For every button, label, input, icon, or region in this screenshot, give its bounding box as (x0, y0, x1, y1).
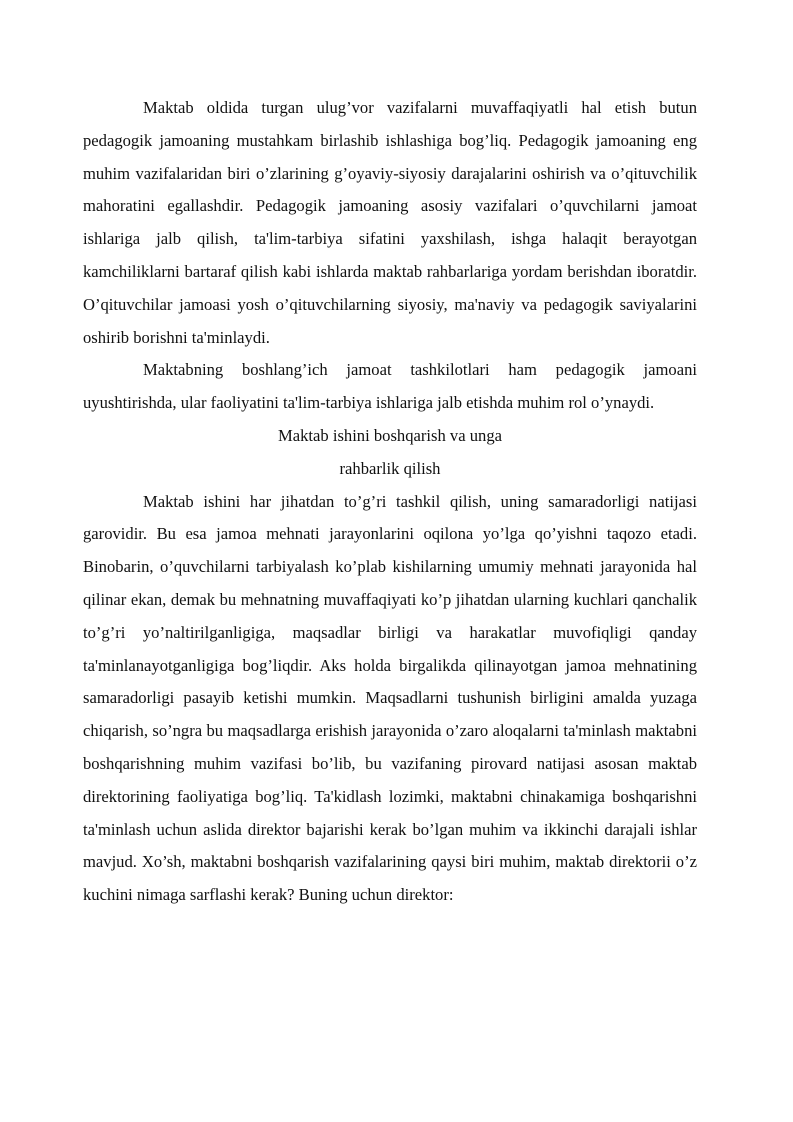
paragraph-school-organizations: Maktabning boshlang’ich jamoat tashkilotlari ham pedagogik jamoani uyushtirishda, ular faoliyatini ta'lim-tarbiya ishlariga jalb etishda muhim rol o’ynaydi. (83, 360, 697, 413)
paragraph-school-management: Maktab ishini har jihatdan to’g’ri tashkil qilish, uning samaradorligi natijasi garovidir. Bu esa jamoa mehnati jarayonlarini oqilona yo’lga qo’yishni taqozo etadi. Binobarin, o’quvchilarni tarbiyalash ko’plab kishilarning umumiy mehnati jarayonida hal qilinar ekan, demak bu mehnatning muvaffaqiyati ko’p jihatdan ularning kuchlari qanchalik to’g’ri yo’naltirilganligiga, maqsadlar birligi va harakatlar muvofiqligi qanday ta'minlanayotganligiga bog’liqdir. Aks holda birgalikda qilinayotgan jamoa mehnatining samaradorligi pasayib ketishi mumkin. Maqsadlarni tushunish birligini amalda yuzaga chiqarish, so’ngra bu maqsadlarga erishish jarayonida o’zaro aloqalarni ta'minlash maktabni boshqarishning muhim vazifasi bo’lib, bu vazifaning pirovard natijasi asosan maktab direktorining faoliyatiga bog’liq. Ta'kidlash lozimki, maktabni chinakamiga boshqarishni ta'minlash uchun aslida direktor bajarishi kerak bo’lgan muhim va ikkinchi darajali ishlar mavjud. Xo’sh, maktabni boshqarish vazifalarining qaysi biri muhim, maktab direktorii o’z kuchini nimaga sarflashi kerak? Buning uchun direktor: (83, 491, 697, 905)
section-heading-line-1: Maktab ishini boshqarish va unga (278, 425, 502, 445)
document-page (83, 92, 697, 912)
paragraph-pedagogical-team-tasks: Maktab oldida turgan ulug’vor vazifalarni muvaffaqiyatli hal etish butun pedagogik jamoaning mustahkam birlashib ishlashiga bog’liq. Pedagogik jamoaning eng muhim vazifalaridan biri o’zlarining g’oyaviy-siyosiy darajalarini oshirish va o’qituvchilik mahoratini egallashdir. Pedagogik jamoaning asosiy vazifalari o’quvchilarni jamoat ishlariga jalb qilish, ta'lim-tarbiya sifatini yaxshilash, ishga halaqit berayotgan kamchiliklarni bartaraf qilish kabi ishlarda maktab rahbarlariga yordam berishdan iboratdir. O’qituvchilar jamoasi yosh o’qituvchilarning siyosiy, ma'naviy va pedagogik saviyalarini oshirib borishni ta'minlaydi. (83, 98, 697, 347)
section-heading-line-2: rahbarlik qilish (339, 458, 441, 478)
